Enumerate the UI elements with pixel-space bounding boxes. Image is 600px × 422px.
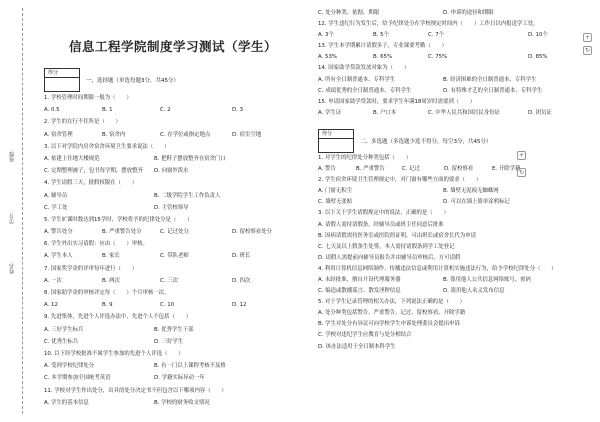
option-text: B. 严重警告	[356, 166, 385, 173]
question-text: 1. 学校管理时间期限一般为（ ）	[44, 95, 132, 101]
options-line	[318, 86, 596, 97]
section-one-title: 一、选择题（单选每题3分，共45分）	[86, 78, 179, 84]
options-line	[318, 197, 596, 208]
option-text: A. 宿舍管理	[44, 131, 73, 138]
option-text: A. 0.5	[44, 107, 60, 114]
question-text: 10. 以下经学校批准不属学生参加的先进个人评选（ ）	[44, 350, 184, 357]
section-two-title: 二、多选题（多选题少选不得分，每空3分，共45分）	[360, 138, 492, 145]
score-box	[318, 129, 354, 153]
question-text: 7. 国家奖学金的评审每年进行（ ）	[44, 265, 138, 272]
question-line	[318, 153, 596, 164]
option-text: D. 向窗外泼水	[154, 168, 189, 175]
options-line	[44, 190, 302, 202]
option-text: C. 2	[160, 107, 171, 114]
options-line	[318, 52, 596, 63]
option-text: B. 家长	[102, 253, 120, 260]
options-line	[44, 153, 302, 165]
option-text: B. 把鞋子摆放整齐在宿舍门口	[154, 155, 226, 162]
options-line	[44, 104, 302, 116]
option-text: D. 12	[232, 302, 247, 309]
option-text: B. 盗用他人公共信息网络账号、密码	[443, 276, 531, 283]
options-line	[318, 275, 596, 286]
options-line	[44, 336, 302, 348]
option-text: B. 墙壁无泥痕无蜘蛛网	[443, 188, 499, 195]
add-icon[interactable]: +	[584, 34, 591, 41]
question-text: D. 请假人需提前向辅导员报告并由辅导员审核后，方可请假	[318, 254, 461, 261]
option-text: C. 优秀生标兵	[44, 338, 79, 345]
options-line	[44, 165, 302, 177]
option-text: A. 53%	[318, 54, 338, 61]
option-text: B. 户口本	[373, 109, 397, 116]
option-text: A. 12	[44, 302, 58, 309]
question-text: B. 因病请假需持医务室或医院的证明，可由班长或宿舍长代为申请	[318, 232, 477, 239]
option-text: C. 带队老师	[160, 253, 189, 260]
option-text: C. 三次	[160, 277, 178, 284]
question-text: 2. 学生的在行不住所是（ ）	[44, 119, 121, 126]
option-text: A. 受到学校纪律处分	[44, 363, 95, 370]
options-line	[318, 8, 596, 19]
options-line	[44, 275, 302, 287]
question-line	[318, 342, 596, 353]
option-text: B. 5个	[373, 32, 389, 39]
option-text: A. 警告	[318, 166, 336, 173]
option-text: D. 宿室空地	[232, 131, 262, 138]
option-text: B. 有一门以上课程考核不及格	[154, 363, 226, 370]
question-text: 13. 学生本学期累计请假多于，专业课要考勤（ ）	[318, 43, 447, 50]
option-text: B. 严重警告处分	[102, 229, 142, 236]
option-text: B. 宿舍内	[102, 131, 126, 138]
rotate-icon[interactable]: ↻	[518, 169, 525, 176]
question-text: 11. 学校对学生作出处分，出具的处分决定书不但包含以下哪项内容（ ）	[44, 387, 227, 394]
add-icon[interactable]: +	[518, 152, 525, 159]
question-line	[44, 92, 302, 104]
option-text: C. 处分种类、依据、期限	[318, 10, 380, 16]
question-line	[318, 208, 596, 219]
binding-student-id-label: 学号:	[9, 212, 15, 224]
question-line	[318, 308, 596, 319]
question-line	[318, 253, 596, 264]
options-line	[318, 108, 596, 119]
question-line	[318, 19, 596, 30]
option-text: C. 中华人民共和国居民身份证	[428, 109, 500, 116]
options-line	[44, 372, 302, 384]
option-text: D. 有特殊才艺的全日制普通本、专科学生	[443, 87, 543, 94]
score-label: 得分	[319, 130, 353, 139]
question-line	[318, 319, 596, 330]
binding-name-label: 姓名:	[9, 262, 15, 274]
question-line	[44, 116, 302, 128]
option-text: D. 盗用他人名义发布信息	[443, 288, 505, 295]
question-text: 14. 国家助学贷款发放对象为（ ）	[318, 65, 410, 72]
options-line	[318, 186, 596, 197]
question-line	[44, 287, 302, 299]
option-text: C. 10	[160, 302, 175, 309]
option-text: A. 未经批准，擅自开设代理服务器	[318, 276, 401, 283]
section-one-header	[44, 68, 302, 92]
option-text: C. 本学期参加全国统考英语	[44, 375, 111, 382]
option-text: B. 学校的财务收支情况	[154, 399, 210, 406]
question-text: A. 请假人需持请假条，经辅导员或班主任同意后批准	[318, 221, 444, 228]
question-text: 3. 以下对学院内房舍宿舍环境卫生要求说法（ ）	[44, 143, 170, 150]
option-text: B. 两次	[102, 277, 120, 284]
option-text: D. 团员证	[528, 109, 552, 116]
option-text: D. 85%	[528, 54, 548, 61]
question-line	[44, 141, 302, 153]
question-list-right-bottom	[318, 153, 596, 353]
question-text: C. 七天及以上假条生处签，本人需持请假条到学工处登记	[318, 243, 455, 250]
option-text: D. 三好学生	[154, 338, 184, 345]
options-line	[44, 299, 302, 311]
option-text: B. 优秀学生干部	[154, 326, 194, 333]
option-text: D. 申诉的途径和期限	[443, 10, 494, 16]
section-two-header	[318, 129, 596, 153]
question-text: 5. 学生旷课时数达到15学时，学校将予的纪律处分是（ ）	[44, 216, 193, 223]
option-text: D. 10个	[528, 32, 548, 39]
question-list-right-top	[318, 8, 596, 119]
question-list-left	[44, 92, 302, 409]
option-text: C. 记过处分	[160, 229, 189, 236]
right-column	[318, 0, 596, 422]
option-text: D. 3	[232, 107, 244, 114]
options-line	[44, 324, 302, 336]
option-text: A. 一次	[44, 277, 62, 284]
option-text: E. 开除学籍	[492, 166, 521, 173]
question-line	[318, 175, 596, 186]
option-text: C. 存学位或指定地点	[160, 131, 211, 138]
option-text: D. 留校察看处分	[232, 229, 272, 236]
option-text: A. 学生本人	[44, 253, 73, 260]
question-line	[318, 220, 596, 231]
score-box	[44, 68, 80, 92]
option-text: A. 依建上往地大楼规范	[44, 155, 100, 162]
question-text: A. 处分种类包括警告、严重警告、记过、留校察看、开除学籍	[318, 310, 466, 317]
question-text: C. 学校对违纪学生应教育与处分相结合	[318, 332, 412, 339]
question-line	[318, 41, 596, 52]
option-text: B. 1	[102, 107, 113, 114]
question-line	[44, 238, 302, 250]
binding-cut-line	[22, 8, 23, 414]
question-text: 4. 利用计算机信息网络制作、传播违法信息或利用计算机实施违法行为，给予学校纪律处分（ ）	[318, 265, 557, 272]
option-text: B. 65%	[373, 54, 393, 61]
option-text: C. 墙壁无张贴	[318, 199, 353, 206]
question-text: 15. 申请国家助学贷款时，要求学生年满18周岁时需要到（ ）	[318, 98, 476, 105]
options-line	[318, 30, 596, 41]
option-text: A. 学生的基本信息	[44, 399, 89, 406]
question-text: D. 该办法适用于全日制本科学生	[318, 343, 396, 350]
question-line	[318, 231, 596, 242]
option-text: C. 75%	[428, 54, 448, 61]
question-text: 5. 对于学生记录管理的相关办法，下列说法正确的是（ ）	[318, 299, 466, 306]
option-text: A. 3个	[318, 32, 334, 39]
rotate-icon[interactable]: ↻	[584, 47, 591, 54]
option-text: C. 学工处	[44, 204, 68, 211]
score-label: 得分	[45, 69, 79, 78]
question-line	[44, 214, 302, 226]
question-line	[318, 63, 596, 74]
option-text: D. 班长	[232, 253, 251, 260]
options-line	[44, 360, 302, 372]
question-text: 3. 以下关于学生请假规定中的说法，正确的是（ ）	[318, 210, 449, 217]
question-line	[318, 297, 596, 308]
question-text: B. 学生对处分有异议可向学校学生申诉处理委员会提出申诉	[318, 321, 460, 328]
option-text: C. 记过	[402, 166, 420, 173]
question-line	[44, 311, 302, 323]
options-line	[318, 286, 596, 297]
question-line	[318, 242, 596, 253]
option-text: D. 留校察看	[444, 166, 474, 173]
option-text: C. 编造或散播谣言、散发淫秽信息	[318, 288, 401, 295]
options-line	[44, 250, 302, 262]
options-line	[44, 129, 302, 141]
options-line	[318, 75, 596, 86]
option-text: C. 7个	[428, 32, 445, 39]
exam-title: 信息工程学院制度学习测试（学生）	[68, 39, 277, 54]
option-text: B. 经济困难的全日制普通本、专科学生	[443, 76, 537, 83]
question-text: 8. 国家助学金的审核评定每（ ）个月审核一次。	[44, 290, 170, 296]
question-line	[318, 97, 596, 108]
question-line	[318, 330, 596, 341]
options-line	[318, 164, 596, 175]
option-text: D. 可以在墙上简单涂鸦标记	[443, 199, 510, 206]
option-text: D. 主管校领导	[154, 204, 189, 211]
question-text: 2. 学生宿舍环境卫生管理规定中，对门窗有哪些方面的要求（ ）	[318, 177, 482, 184]
option-text: B. 二级学院学生工作负责人	[154, 192, 221, 199]
option-text: C. 成绩优秀的全日制普通本、专科学生	[318, 87, 412, 94]
option-text: C. 定期整理被子，包书每学期，摆放整齐	[44, 168, 143, 175]
option-text: B. 9	[102, 302, 113, 309]
question-line	[318, 264, 596, 275]
question-line	[44, 177, 302, 189]
option-text: D. 学籍实际异动一年	[154, 375, 205, 382]
options-line	[44, 202, 302, 214]
question-line	[44, 348, 302, 360]
options-line	[44, 226, 302, 238]
option-text: D. 四次	[232, 277, 251, 284]
question-text: 1. 对学生的纪律处分种类包括（ ）	[318, 154, 412, 161]
option-text: A. 警告处分	[44, 229, 73, 236]
question-line	[44, 385, 302, 397]
option-text: A. 门窗无积尘	[318, 188, 352, 195]
question-text: 4. 学生请假三天，批假权限在（ ）	[44, 180, 138, 187]
option-text: A. 辅导员	[44, 192, 68, 199]
binding-class-label: 班级:	[9, 150, 15, 162]
option-text: A. 学生证	[318, 109, 342, 116]
question-text: 12. 学生违纪行为发生后，给予纪律处分在学校规定时间内（ ）工作日以内报送学工处。	[318, 21, 539, 28]
option-text: A. 所有全日制普通本、专科学生	[318, 76, 396, 83]
question-text: 6. 学生外出实习请假：应由（ ）审核。	[44, 241, 148, 248]
question-line	[44, 263, 302, 275]
left-column	[44, 0, 302, 422]
options-line	[44, 397, 302, 409]
option-text: A. 三好学生标兵	[44, 326, 84, 333]
question-text: 9. 先进集体，先进个人评选办法中，先进个人不包括（ ）	[44, 314, 192, 321]
